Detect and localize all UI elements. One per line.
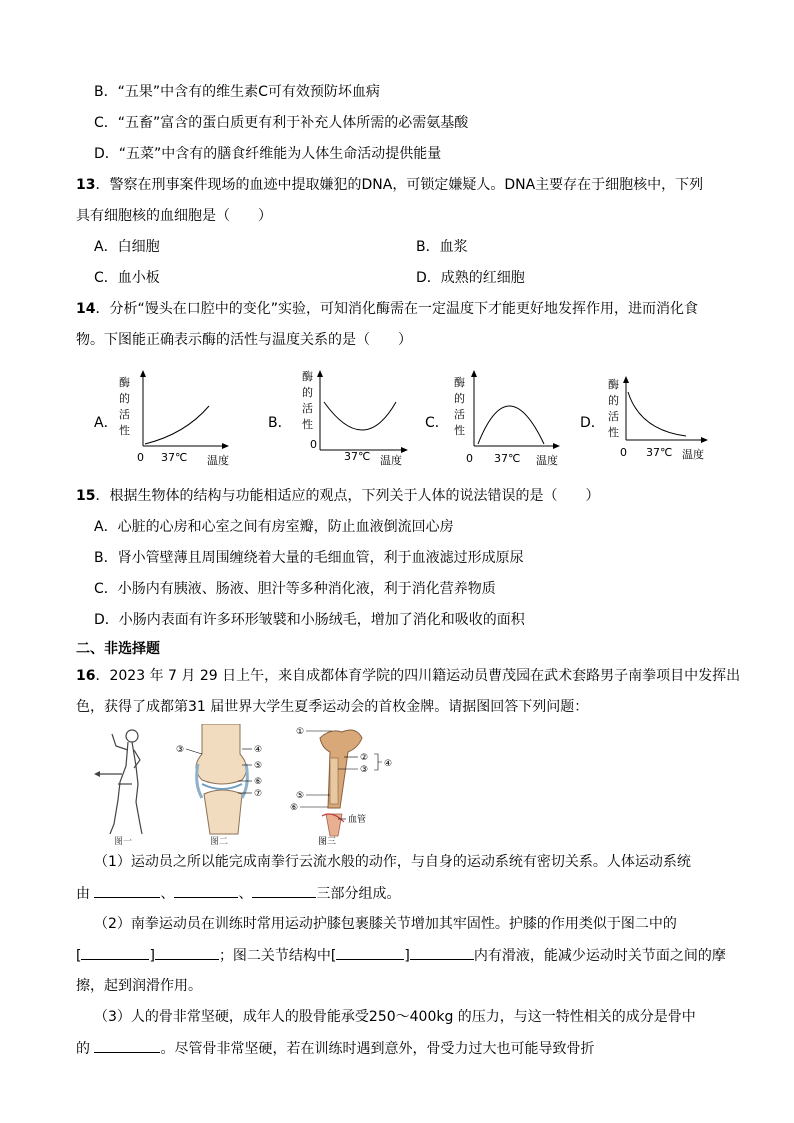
chart-c-origin: 0	[466, 452, 473, 465]
q14-text1: ．分析“馒头在口腔中的变化”实验，可知消化酶需在一定温度下才能更好地发挥作用，进而消化食	[95, 301, 698, 317]
q16-sub2-bracket-open: [	[76, 948, 82, 964]
enzyme-chart-b	[292, 366, 422, 468]
figure-3-vessel-label: 血管	[348, 815, 367, 825]
q14-stem-line2: 物。下图能正确表示酶的活性与温度关系的是（ ）	[76, 332, 412, 348]
chart-b-ylabel-3: 活	[302, 402, 313, 415]
answer-blank-2[interactable]	[174, 883, 238, 898]
figure-2-knee-joint	[172, 724, 272, 846]
figure-3-mark-2: ②	[360, 753, 369, 763]
q13-option-a: A．白细胞	[94, 239, 160, 255]
q16-sub1-suffix: 三部分组成。	[316, 886, 401, 902]
chart-b-origin: 0	[310, 438, 317, 451]
q14-number: 14	[76, 301, 96, 317]
chart-b-ylabel-4: 性	[302, 418, 313, 431]
figure-3-mark-3: ③	[360, 765, 369, 775]
q16-sub2-line2	[76, 945, 726, 966]
q13-number: 13	[76, 177, 96, 193]
q15-text: ．根据生物体的结构与功能相适应的观点，下列关于人体的说法错误的是（ ）	[95, 488, 600, 504]
q16-sub2-bracket-close: ]	[149, 948, 155, 964]
q16-sub3-prefix: 的	[76, 1041, 90, 1057]
enzyme-chart-a	[115, 368, 245, 468]
chart-c-letter: C．	[425, 415, 449, 431]
answer-blank-4[interactable]	[81, 945, 149, 960]
figure-3-mark-4: ④	[384, 759, 393, 769]
chart-d-ylabel-1: 酶	[608, 378, 619, 391]
figure-3-mark-1: ①	[296, 727, 305, 737]
q16-sub3-suffix: 。尽管骨非常坚硬，若在训练时遇到意外，骨受力过大也可能导致骨折	[160, 1041, 595, 1057]
chart-c-ylabel-2: 的	[454, 392, 465, 405]
q16-stem-line1	[76, 666, 740, 686]
q16-sub1-prefix: 由	[76, 886, 90, 902]
q15-option-d: D．小肠内表面有许多环形皱襞和小肠绒毛，增加了消化和吸收的面积	[94, 612, 525, 628]
chart-c-x-arrow	[553, 443, 560, 449]
q16-stem-line2: 色，获得了成都第31 届世界大学生夏季运动会的首枚金牌。请据图回答下列问题：	[76, 699, 589, 715]
chart-d-ylabel-3: 活	[608, 410, 619, 423]
chart-a-curve	[145, 406, 209, 444]
chart-c-y-arrow	[471, 370, 477, 377]
chart-d-ylabel-4: 性	[608, 426, 619, 439]
chart-d-origin: 0	[620, 446, 627, 459]
q13-stem-line2: 具有细胞核的血细胞是（ ）	[76, 208, 272, 224]
q15-number: 15	[76, 488, 96, 504]
chart-b-ylabel-1: 酶	[302, 370, 313, 383]
chart-a-x-arrow	[222, 443, 229, 449]
chart-a-ylabel-1: 酶	[119, 376, 130, 389]
figure-3-long-bone	[282, 724, 402, 846]
q13-option-c: C．血小板	[94, 270, 160, 286]
chart-a-ylabel-2: 的	[119, 392, 130, 405]
q16-sub3-line2	[76, 1038, 594, 1059]
chart-a-origin: 0	[137, 451, 144, 464]
q12-option-d: D．“五菜”中含有的膳食纤维能为人体生命活动提供能量	[94, 146, 442, 162]
answer-blank-8[interactable]	[94, 1038, 160, 1053]
section-heading: 二、非选择题	[76, 641, 160, 657]
q16-sub1-separator-2: 、	[238, 886, 253, 902]
q16-sub2-suffix: 内有滑液，能减少运动时关节面之间的摩	[473, 948, 726, 964]
answer-blank-5[interactable]	[155, 945, 219, 960]
figure-1-athlete	[92, 724, 162, 846]
answer-blank-7[interactable]	[410, 945, 474, 960]
q15-stem	[76, 486, 599, 506]
answer-blank-3[interactable]	[252, 883, 316, 898]
enzyme-chart-d	[600, 374, 726, 466]
q13-option-b: B．血浆	[416, 239, 468, 255]
chart-d-xlabel: 温度	[682, 448, 704, 461]
q16-number: 16	[76, 668, 96, 684]
figure-3-mark-6: ⑥	[290, 803, 299, 813]
chart-d-tick: 37℃	[646, 446, 673, 459]
chart-c-ylabel-3: 活	[454, 408, 465, 421]
chart-b-y-arrow	[317, 370, 323, 377]
chart-a-tick: 37℃	[161, 451, 188, 464]
chart-a-ylabel-3: 活	[119, 408, 130, 421]
figure-2-mark-3: ③	[176, 745, 185, 755]
chart-b-x-arrow	[401, 447, 408, 453]
chart-a-y-arrow	[140, 370, 146, 377]
chart-d-ylabel-2: 的	[608, 394, 619, 407]
q16-sub2-line1: （2）南拳运动员在训练时常用运动护膝包裹膝关节增加其牢固性。护膝的作用类似于图二中的	[94, 916, 677, 932]
q13-text1: ．警察在刑事案件现场的血迹中提取嫌犯的DNA，可锁定嫌疑人。DNA主要存在于细胞核中，下列	[95, 177, 704, 193]
chart-a-xlabel: 温度	[207, 454, 229, 467]
q15-option-c: C．小肠内有胰液、肠液、胆汁等多种消化液，利于消化营养物质	[94, 581, 496, 597]
chart-d-curve	[628, 392, 686, 436]
q16-sub1-line1: （1）运动员之所以能完成南拳行云流水般的动作，与自身的运动系统有密切关系。人体运动系统	[94, 854, 691, 870]
chart-c-ylabel-1: 酶	[454, 376, 465, 389]
chart-b-xlabel: 温度	[380, 454, 402, 467]
chart-b-curve	[324, 402, 396, 430]
chart-c-xlabel: 温度	[536, 454, 558, 467]
q15-option-a: A．心脏的心房和心室之间有房室瓣，防止血液倒流回心房	[94, 519, 454, 535]
q16-sub3-line1: （3）人的骨非常坚硬，成年人的股骨能承受250～400kg 的压力，与这一特性相关的成分是骨中	[94, 1009, 696, 1025]
q13-option-d: D．成熟的红细胞	[416, 270, 525, 286]
chart-c-curve	[478, 406, 544, 444]
figure-3-label: 图三	[318, 837, 337, 846]
answer-blank-1[interactable]	[94, 883, 160, 898]
answer-blank-6[interactable]	[336, 945, 404, 960]
figure-1-label: 图一	[114, 837, 133, 846]
chart-c-tick: 37℃	[494, 452, 521, 465]
chart-a-letter: A．	[94, 415, 118, 431]
chart-b-letter: B．	[268, 415, 292, 431]
chart-c-ylabel-4: 性	[454, 424, 465, 437]
chart-a-ylabel-4: 性	[119, 424, 130, 437]
q16-sub2-middle: ；图二关节结构中[	[218, 948, 337, 964]
q16-sub1-separator-1: 、	[160, 886, 175, 902]
figure-2-label: 图二	[210, 837, 229, 846]
figure-2-mark-7: ⑦	[254, 789, 263, 799]
q16-sub2-bracket-close-2: ]	[404, 948, 410, 964]
q16-text1: ．2023 年 7 月 29 日上午，来自成都体育学院的四川籍运动员曹茂园在武术套路男子南拳项目中发挥出	[95, 668, 741, 684]
figure-2-mark-5: ⑤	[254, 761, 263, 771]
q12-option-c: C．“五畜”富含的蛋白质更有利于补充人体所需的必需氨基酸	[94, 115, 469, 131]
q16-sub1-line2	[76, 883, 400, 904]
chart-d-y-arrow	[623, 376, 629, 383]
figure-2-mark-6: ⑥	[254, 777, 263, 787]
chart-b-ylabel-2: 的	[302, 386, 313, 399]
q15-option-b: B．肾小管壁薄且周围缠绕着大量的毛细血管，利于血液滤过形成原尿	[94, 550, 524, 566]
enzyme-chart-c	[446, 368, 578, 468]
q14-stem-line1	[76, 299, 698, 319]
chart-d-letter: D．	[580, 415, 605, 431]
q16-sub2-line3: 擦，起到润滑作用。	[76, 978, 202, 994]
chart-b-tick: 37℃	[344, 450, 371, 463]
q12-option-b: B．“五果”中含有的维生素C可有效预防坏血病	[94, 84, 380, 100]
chart-d-x-arrow	[701, 437, 708, 443]
figure-2-mark-4: ④	[254, 745, 263, 755]
q13-stem-line1	[76, 175, 703, 195]
figure-3-mark-5: ⑤	[296, 791, 305, 801]
